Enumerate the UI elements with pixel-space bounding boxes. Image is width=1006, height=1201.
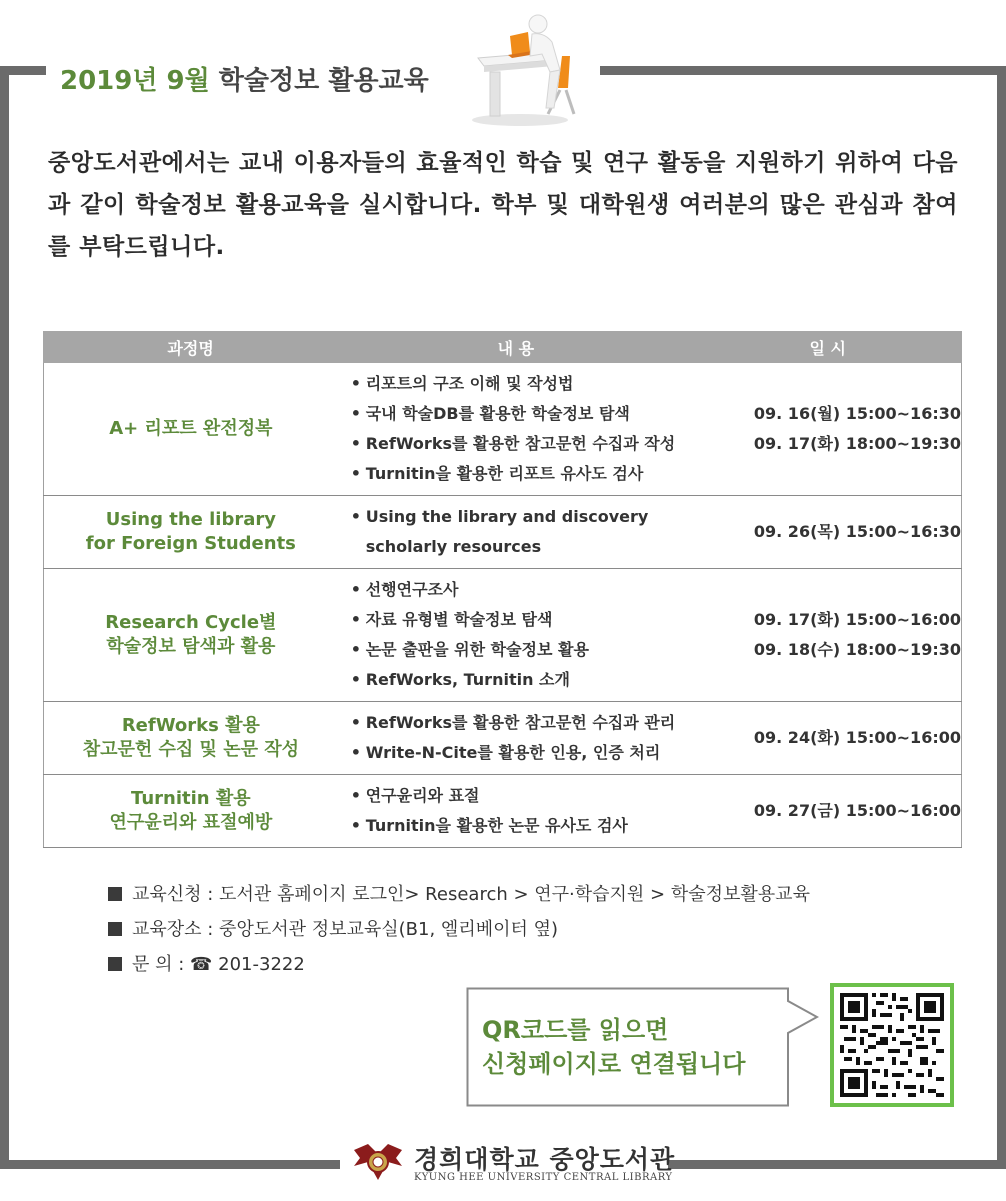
- course-name: [44, 775, 338, 848]
- qr-speech-bubble: [466, 987, 819, 1107]
- course-name-line: 연구윤리와 표절예방: [109, 812, 273, 833]
- university-emblem-icon: [350, 1140, 406, 1184]
- qr-line-1: QR코드를 읽으면: [482, 1016, 669, 1044]
- header-content: 내 용: [338, 332, 694, 363]
- qr-code[interactable]: [830, 983, 954, 1107]
- table-row: [44, 775, 962, 848]
- course-name-line: Using the library: [105, 509, 276, 530]
- desk-illustration-icon: [470, 8, 580, 128]
- info-place: [108, 915, 810, 950]
- info-contact: [108, 950, 810, 985]
- frame-left: [0, 66, 9, 1169]
- course-date: [694, 496, 962, 569]
- date-line: 09. 18(수) 18:00~19:30: [753, 640, 961, 659]
- course-date: [694, 569, 962, 702]
- table-row: [44, 363, 962, 496]
- date-line: 09. 24(화) 15:00~16:00: [753, 728, 961, 747]
- content-item: • RefWorks, Turnitin 소개: [348, 665, 694, 695]
- content-item: • Write-N-Cite를 활용한 인용, 인증 처리: [348, 738, 694, 768]
- intro-paragraph: 중앙도서관에서는 교내 이용자들의 효율적인 학습 및 연구 활동을 지원하기 위하여 다음과 같이 학술정보 활용교육을 실시합니다. 학부 및 대학원생 여러분의 많은 관심과 참여를 부탁드립니다.: [48, 150, 958, 260]
- header-course: 과정명: [44, 332, 338, 363]
- table-row: [44, 702, 962, 775]
- course-content: [338, 702, 694, 775]
- content-item: • 자료 유형별 학술정보 탐색: [348, 605, 694, 635]
- frame-bottom-right: [668, 1160, 1006, 1169]
- content-item: • RefWorks를 활용한 참고문헌 수집과 관리: [348, 708, 694, 738]
- course-date: [694, 775, 962, 848]
- info-section: [108, 880, 810, 985]
- course-date: [694, 702, 962, 775]
- course-date: [694, 363, 962, 496]
- date-line: 09. 16(월) 15:00~16:30: [753, 404, 961, 423]
- course-name-line: A+ 리포트 완전정복: [109, 418, 273, 439]
- page-title: [60, 60, 429, 97]
- frame-top-right: [600, 66, 1006, 75]
- qr-code-icon: [840, 993, 944, 1097]
- content-item: • 국내 학술DB를 활용한 학술정보 탐색: [348, 399, 694, 429]
- table-row: [44, 496, 962, 569]
- square-bullet-icon: [108, 887, 122, 901]
- content-item: • 논문 출판을 위한 학술정보 활용: [348, 635, 694, 665]
- course-table: [43, 331, 962, 848]
- info-apply: [108, 880, 810, 915]
- frame-bottom-left: [0, 1160, 340, 1169]
- content-item: • Turnitin을 활용한 논문 유사도 검사: [348, 811, 694, 841]
- content-item: • Turnitin을 활용한 리포트 유사도 검사: [348, 459, 694, 489]
- date-line: 09. 26(목) 15:00~16:30: [753, 522, 961, 541]
- header-date: 일 시: [694, 332, 962, 363]
- content-item: • RefWorks를 활용한 참고문헌 수집과 작성: [348, 429, 694, 459]
- course-content: [338, 496, 694, 569]
- title-rest: 학술정보 활용교육: [209, 66, 429, 96]
- info-place-text: 교육장소 : 중앙도서관 정보교육실(B1, 엘리베이터 옆): [132, 919, 558, 940]
- date-line: 09. 17(화) 15:00~16:00: [753, 610, 961, 629]
- course-name-line: 참고문헌 수집 및 논문 작성: [82, 739, 300, 760]
- content-item: • 선행연구조사: [348, 575, 694, 605]
- info-contact-text: 문 의 : ☎ 201-3222: [132, 954, 305, 975]
- qr-line-2: 신청페이지로 연결됩니다: [482, 1050, 746, 1078]
- library-logo: [350, 1140, 676, 1190]
- course-name-line: 학술정보 탐색과 활용: [106, 636, 276, 657]
- content-item: • 리포트의 구조 이해 및 작성법: [348, 369, 694, 399]
- course-name-line: for Foreign Students: [85, 533, 296, 554]
- course-content: [338, 363, 694, 496]
- date-line: 09. 27(금) 15:00~16:00: [753, 801, 961, 820]
- course-name-line: Turnitin 활용: [131, 788, 251, 809]
- course-name: [44, 496, 338, 569]
- course-name: [44, 702, 338, 775]
- info-apply-text: 교육신청 : 도서관 홈페이지 로그인> Research > 연구·학습지원 > 학술정보활용교육: [132, 884, 810, 905]
- table-row: [44, 569, 962, 702]
- content-item: • 연구윤리와 표절: [348, 781, 694, 811]
- library-name: 경희대학교 중앙도서관: [414, 1145, 676, 1174]
- qr-instruction: [482, 1013, 745, 1081]
- course-name: [44, 363, 338, 496]
- date-line: 09. 17(화) 18:00~19:30: [753, 434, 961, 453]
- frame-right: [997, 66, 1006, 1169]
- table-header-row: [44, 332, 962, 363]
- square-bullet-icon: [108, 922, 122, 936]
- content-item: • Using the library and discovery scholarly resources: [348, 502, 694, 562]
- course-content: [338, 569, 694, 702]
- course-name-line: RefWorks 활용: [121, 715, 260, 736]
- square-bullet-icon: [108, 957, 122, 971]
- course-name-line: Research Cycle별: [105, 612, 277, 633]
- course-content: [338, 775, 694, 848]
- title-date: 2019년 9월: [60, 66, 210, 96]
- library-name-en: KYUNG HEE UNIVERSITY CENTRAL LIBRARY: [414, 1172, 673, 1183]
- course-name: [44, 569, 338, 702]
